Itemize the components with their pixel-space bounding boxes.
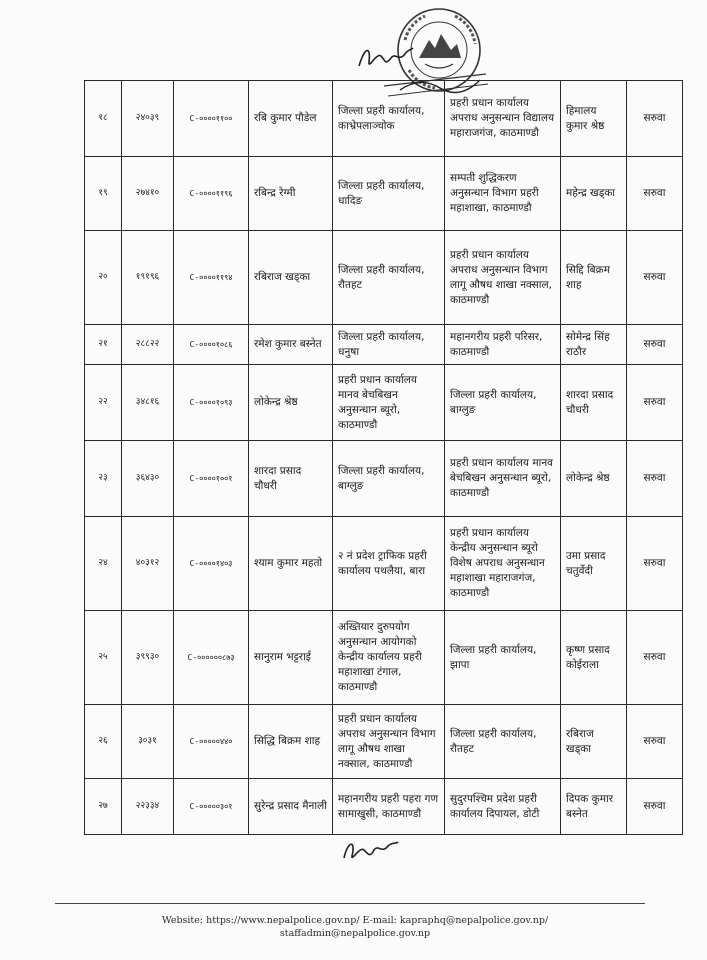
- new-office: सम्पती शुद्धिकरण अनुसन्धान विभाग प्रहरी महाशाखा, काठमाण्डौ: [445, 157, 561, 231]
- swap-with-name: दिपक कुमार बस्नेत: [561, 779, 627, 835]
- employee-name: रबि कुमार पौडेल: [249, 81, 333, 157]
- table-body: [85, 81, 683, 835]
- table-row: [85, 365, 683, 441]
- serial-number: २५: [85, 611, 122, 705]
- serial-number: १८: [85, 81, 122, 157]
- transfer-table: [84, 80, 683, 835]
- new-office: प्रहरी प्रधान कार्यालय अपराध अनुसन्धान विभाग लागू औषध शाखा नक्साल, काठमाण्डौ: [445, 231, 561, 325]
- table-row: [85, 611, 683, 705]
- status: सरुवा: [627, 365, 683, 441]
- status: सरुवा: [627, 325, 683, 365]
- swap-with-name: सोमेन्द्र सिंह राठौर: [561, 325, 627, 365]
- new-office: जिल्ला प्रहरी कार्यालय, रौतहट: [445, 705, 561, 779]
- table-row: [85, 441, 683, 517]
- swap-with-name: उमा प्रसाद चतुर्वेदी: [561, 517, 627, 611]
- current-office: प्रहरी प्रधान कार्यालय मानव बेचबिखन अनुसन्धान ब्यूरो, काठमाण्डौ: [333, 365, 445, 441]
- new-office: प्रहरी प्रधान कार्यालय मानव बेचबिखन अनुसन्धान ब्यूरो, काठमाण्डौ: [445, 441, 561, 517]
- current-office: महानगरीय प्रहरी पहरा गण सामाखुसी, काठमाण्डौ: [333, 779, 445, 835]
- employee-code: C-००००००८७३: [174, 611, 249, 705]
- new-office: सुदुरपश्चिम प्रदेश प्रहरी कार्यालय दिपायल, डोटी: [445, 779, 561, 835]
- employee-name: रमेश कुमार बस्नेत: [249, 325, 333, 365]
- new-office: प्रहरी प्रधान कार्यालय अपराध अनुसन्धान विद्यालय महाराजगंज, काठमाण्डौ: [445, 81, 561, 157]
- police-number: ३६४३०: [122, 441, 174, 517]
- employee-name: सिद्धि बिक्रम शाह: [249, 705, 333, 779]
- status: सरुवा: [627, 441, 683, 517]
- serial-number: २४: [85, 517, 122, 611]
- police-number: २७४१०: [122, 157, 174, 231]
- employee-code: C-००००१०९३: [174, 365, 249, 441]
- employee-code: C-००००११९४: [174, 231, 249, 325]
- table-row: [85, 81, 683, 157]
- new-office: जिल्ला प्रहरी कार्यालय, बाग्लुङ: [445, 365, 561, 441]
- current-office: जिल्ला प्रहरी कार्यालय, रौतहट: [333, 231, 445, 325]
- police-number: २८८२२: [122, 325, 174, 365]
- current-office: २ नं प्रदेश ट्राफिक प्रहरी कार्यालय पथलैया, बारा: [333, 517, 445, 611]
- swap-with-name: लोकेन्द्र श्रेष्ठ: [561, 441, 627, 517]
- serial-number: २७: [85, 779, 122, 835]
- police-number: २२३३४: [122, 779, 174, 835]
- employee-code: C-०००००४४०: [174, 705, 249, 779]
- police-number: २४०३९: [122, 81, 174, 157]
- table-row: [85, 231, 683, 325]
- swap-with-name: सिद्दि बिक्रम शाह: [561, 231, 627, 325]
- current-office: जिल्ला प्रहरी कार्यालय, काभ्रेपलाञ्चोक: [333, 81, 445, 157]
- new-office: जिल्ला प्रहरी कार्यालय, झापा: [445, 611, 561, 705]
- status: सरुवा: [627, 81, 683, 157]
- employee-name: श्याम कुमार महतो: [249, 517, 333, 611]
- employee-name: सुरेन्द्र प्रसाद मैनाली: [249, 779, 333, 835]
- employee-code: C-००००१००१: [174, 441, 249, 517]
- status: सरुवा: [627, 705, 683, 779]
- new-office: प्रहरी प्रधान कार्यालय केन्द्रीय अनुसन्धान ब्यूरो विशेष अपराध अनुसन्धान महाशाखा महाराजगंज, काठमाण्डौ: [445, 517, 561, 611]
- swap-with-name: रबिराज खड्का: [561, 705, 627, 779]
- current-office: प्रहरी प्रधान कार्यालय अपराध अनुसन्धान विभाग लागू औषध शाखा नक्साल, काठमाण्डौ: [333, 705, 445, 779]
- footer-email-line: staffadmin@nepalpolice.gov.np: [279, 928, 431, 939]
- serial-number: २०: [85, 231, 122, 325]
- table-row: [85, 779, 683, 835]
- employee-name: लोकेन्द्र श्रेष्ठ: [249, 365, 333, 441]
- employee-code: C-००००१०८६: [174, 325, 249, 365]
- employee-name: रबिन्द्र रेग्मी: [249, 157, 333, 231]
- serial-number: १९: [85, 157, 122, 231]
- status: सरुवा: [627, 779, 683, 835]
- serial-number: २३: [85, 441, 122, 517]
- signature-bottom-icon: [340, 832, 400, 866]
- status: सरुवा: [627, 157, 683, 231]
- current-office: जिल्ला प्रहरी कार्यालय, धनुषा: [333, 325, 445, 365]
- serial-number: २६: [85, 705, 122, 779]
- footer: [140, 914, 570, 940]
- table-row: [85, 517, 683, 611]
- employee-code: C-०००००३०१: [174, 779, 249, 835]
- table-row: [85, 705, 683, 779]
- footer-divider: [55, 903, 645, 904]
- swap-with-name: महेन्द्र खड्का: [561, 157, 627, 231]
- current-office: जिल्ला प्रहरी कार्यालय, धादिङ: [333, 157, 445, 231]
- police-number: ४०३१२: [122, 517, 174, 611]
- current-office: जिल्ला प्रहरी कार्यालय, बाग्लुङ: [333, 441, 445, 517]
- employee-code: C-००००११००: [174, 81, 249, 157]
- employee-name: सानुराम भट्टराई: [249, 611, 333, 705]
- status: सरुवा: [627, 611, 683, 705]
- employee-name: रबिराज खड्का: [249, 231, 333, 325]
- serial-number: २२: [85, 365, 122, 441]
- new-office: महानगरीय प्रहरी परिसर, काठमाण्डौ: [445, 325, 561, 365]
- table-row: [85, 157, 683, 231]
- swap-with-name: शारदा प्रसाद चौधरी: [561, 365, 627, 441]
- employee-code: C-००००११९६: [174, 157, 249, 231]
- status: सरुवा: [627, 231, 683, 325]
- serial-number: २१: [85, 325, 122, 365]
- swap-with-name: हिमालय कुमार श्रेष्ठ: [561, 81, 627, 157]
- police-number: ३९९३०: [122, 611, 174, 705]
- status: सरुवा: [627, 517, 683, 611]
- police-number: १९१९६: [122, 231, 174, 325]
- footer-contact-line: Website: https://www.nepalpolice.gov.np/ E-mail: kapraphq@nepalpolice.gov.np/: [161, 915, 549, 926]
- table-row: [85, 325, 683, 365]
- swap-with-name: कृष्ण प्रसाद कोईराला: [561, 611, 627, 705]
- police-number: ३४८१६: [122, 365, 174, 441]
- employee-code: C-००००१४०३: [174, 517, 249, 611]
- police-number: ३०३१: [122, 705, 174, 779]
- current-office: अख्तियार दुरुपयोग अनुसन्धान आयोगको केन्द्रीय कार्यालय प्रहरी महाशाखा टंगाल, काठमाण्डौ: [333, 611, 445, 705]
- employee-name: शारदा प्रसाद चौधरी: [249, 441, 333, 517]
